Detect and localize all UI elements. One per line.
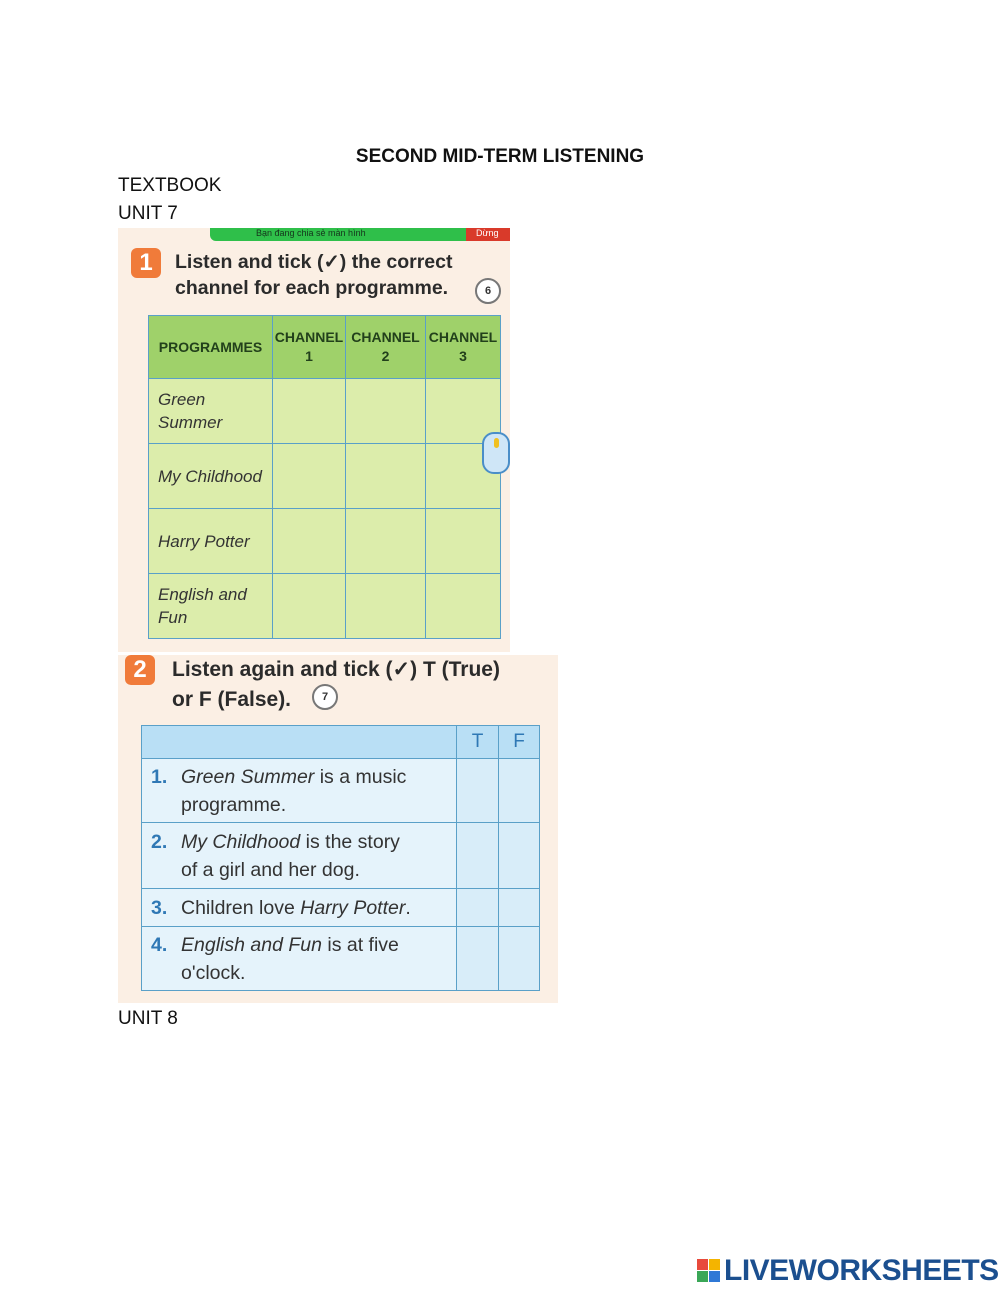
programme-line: Fun: [158, 608, 188, 627]
tick-cell[interactable]: [273, 509, 346, 574]
tick-cell-false[interactable]: [499, 889, 540, 927]
tick-cell[interactable]: [346, 444, 426, 509]
statement-text: of a girl and her dog.: [181, 858, 360, 881]
col-channel-3-num: 3: [459, 348, 467, 364]
programme-name: [149, 574, 273, 639]
page-title: SECOND MID-TERM LISTENING: [355, 146, 645, 167]
statement-text: .: [405, 896, 411, 919]
table-row: [149, 509, 501, 574]
tick-cell-false[interactable]: [499, 927, 540, 991]
statement: [142, 759, 457, 823]
exercise1-instruction: [175, 249, 452, 301]
tick-cell[interactable]: [346, 379, 426, 444]
table-row: [149, 444, 501, 509]
tick-cell[interactable]: [273, 379, 346, 444]
unit8-label: UNIT 8: [118, 1008, 178, 1029]
programme-line: My Childhood: [158, 466, 262, 486]
statement-title: Green Summer: [181, 765, 315, 788]
screen-share-bar: [210, 228, 510, 241]
exercise2-number: 2: [125, 655, 155, 685]
statement: [142, 927, 457, 991]
table-row: [142, 927, 540, 991]
programme-name: [149, 444, 273, 509]
tick-cell[interactable]: [426, 509, 501, 574]
exercise1-image: [118, 228, 510, 652]
header-blank: [142, 726, 457, 759]
table-row: [142, 823, 540, 889]
col-channel-1: [273, 316, 346, 379]
exercise2-instruction-line1: Listen again and tick (✓) T (True): [172, 658, 500, 681]
statement-title: English and Fun: [181, 933, 322, 956]
statement-text: Children love: [181, 896, 301, 919]
statement-text: is a music: [314, 765, 407, 788]
col-channel-2-num: 2: [381, 348, 390, 364]
statement-number: 4.: [151, 933, 168, 956]
statement-number: 1.: [151, 765, 168, 788]
exercise1-instruction-line2: channel for each programme.: [175, 277, 449, 299]
statement-text: is the story: [300, 830, 400, 853]
tick-cell[interactable]: [273, 574, 346, 639]
statement-number: 2.: [151, 830, 168, 853]
audio-track-icon[interactable]: 7: [312, 684, 338, 710]
channel-table: [148, 315, 501, 639]
tick-cell[interactable]: [426, 574, 501, 639]
logo-text: LIVEWORKSHEETS: [724, 1254, 999, 1287]
table-row: [142, 759, 540, 823]
exercise2-instruction-line2: or F (False).: [172, 688, 292, 711]
unit7-label: UNIT 7: [118, 203, 178, 224]
table-row: [149, 379, 501, 444]
textbook-label: TEXTBOOK: [118, 175, 222, 196]
liveworksheets-logo: [697, 1254, 997, 1288]
mouse-click-icon: [482, 432, 510, 474]
logo-icon: [697, 1259, 721, 1283]
programme-name: [149, 509, 273, 574]
statement-number: 3.: [151, 896, 168, 919]
statement-title: My Childhood: [181, 830, 301, 853]
tick-cell-false[interactable]: [499, 759, 540, 823]
table-row: [142, 889, 540, 927]
statement-text: programme.: [181, 793, 287, 816]
statement-text: o'clock.: [181, 961, 246, 984]
col-channel-2-word: CHANNEL: [351, 329, 420, 345]
col-channel-3-word: CHANNEL: [428, 329, 498, 345]
tick-cell-true[interactable]: [457, 889, 499, 927]
true-false-table: [141, 725, 540, 991]
col-false: F: [499, 726, 540, 759]
tick-cell[interactable]: [346, 574, 426, 639]
tick-cell-true[interactable]: [457, 759, 499, 823]
audio-track-icon[interactable]: 6: [475, 278, 501, 304]
screen-share-text: Bạn đang chia sẻ màn hình: [256, 228, 366, 238]
statement: [142, 823, 457, 889]
col-channel-1-num: 1: [305, 348, 313, 364]
statement-title: Harry Potter: [300, 896, 406, 919]
tick-cell[interactable]: [273, 444, 346, 509]
programme-line: Summer: [158, 413, 223, 432]
tick-cell-true[interactable]: [457, 823, 499, 889]
tick-cell-true[interactable]: [457, 927, 499, 991]
table-row: [149, 574, 501, 639]
stop-share-button[interactable]: Dừng: [466, 228, 510, 241]
col-channel-3: [426, 316, 501, 379]
statement-text: is at five: [321, 933, 399, 956]
col-channel-1-word: CHANNEL: [274, 329, 344, 345]
programme-line: English and: [158, 585, 247, 604]
statement: [142, 889, 457, 927]
tick-cell[interactable]: [346, 509, 426, 574]
programme-name: [149, 379, 273, 444]
col-true: T: [457, 726, 499, 759]
programme-line: Green: [158, 390, 206, 409]
exercise2-instruction: [172, 655, 500, 715]
col-channel-2: [346, 316, 426, 379]
exercise1-instruction-line1: Listen and tick (✓) the correct: [175, 251, 453, 273]
programme-line: Harry Potter: [158, 531, 250, 551]
col-programmes: PROGRAMMES: [149, 316, 273, 379]
exercise1-number: 1: [131, 248, 161, 278]
tick-cell-false[interactable]: [499, 823, 540, 889]
exercise2-image: [118, 655, 558, 1003]
